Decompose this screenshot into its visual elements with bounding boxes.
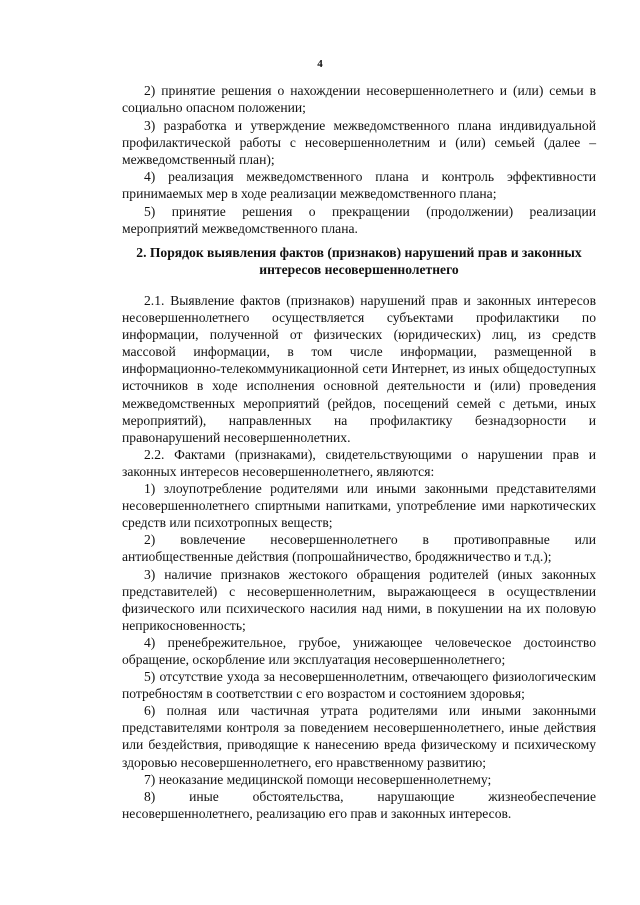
list-item: 7) неоказание медицинской помощи несовершеннолетнему; [144, 771, 492, 787]
list-item: 2) вовлечение несовершеннолетнего в противоправные или антиобщественные действия (попрошайничество, бродяжничество и т.д.); [122, 532, 596, 565]
list-item: 4) пренебрежительное, грубое, унижающее человеческое достоинство обращение, оскорбление или эксплуатация несовершеннолетнего; [122, 634, 596, 667]
list-item: 3) разработка и утверждение межведомственного плана индивидуальной профилактической работы с несовершеннолетним и (или) семьей (далее – межведомственный план); [122, 117, 596, 167]
section-heading: 2. Порядок выявления фактов (признаков) нарушений прав и законных интересов несовершеннолетнего [136, 245, 582, 277]
list-item: 1) злоупотребление родителями или иными законными представителями несовершеннолетнего спиртными напитками, употребление ими наркотических средств или психотропных веществ; [122, 481, 596, 531]
list-item: 5) принятие решения о прекращении (продолжении) реализации мероприятий межведомственного плана. [122, 203, 596, 236]
page-number: 4 [317, 58, 323, 70]
list-item: 8) иные обстоятельства, нарушающие жизнеобеспечение несовершеннолетнего, реализацию его прав и законных интересов. [122, 788, 596, 821]
list-item: 5) отсутствие ухода за несовершеннолетним, отвечающего физиологическим потребностям в соответствии с его возрастом и состоянием здоровья; [122, 669, 596, 702]
intro-list [122, 82, 596, 237]
list-item: 4) реализация межведомственного плана и контроль эффективности принимаемых мер в ходе реализации межведомственного плана; [122, 169, 596, 202]
list-item: 2) принятие решения о нахождении несовершеннолетнего и (или) семьи в социально опасном положении; [122, 83, 596, 116]
section-body [122, 292, 596, 822]
paragraph-2-2: 2.2. Фактами (признаками), свидетельствующими о нарушении прав и законных интересов несовершеннолетнего, являются: [122, 446, 596, 479]
list-item: 6) полная или частичная утрата родителями или иными законными представителями контроля за поведением несовершеннолетнего, иные действия или бездействия, приводящие к нанесению вреда физическому и психическому здоровью несовершеннолетнего, его нравственному развитию; [122, 703, 596, 770]
paragraph-2-1: 2.1. Выявление фактов (признаков) нарушений прав и законных интересов несовершеннолетнего осуществляется субъектами профилактики по информации, полученной от физических (юридических) лиц, из средств массовой информации, в том числе информации, размещенной в информационно-телекоммуникационной сети Интернет, из иных общедоступных источников в ходе исполнения основной деятельности и (или) проведения межведомственных мероприятий (рейдов, посещений семей с детьми, иных мероприятий), направленных на профилактику безнадзорности и правонарушений несовершеннолетних. [122, 293, 596, 445]
list-item: 3) наличие признаков жестокого обращения родителей (иных законных представителей) с несовершеннолетним, выражающееся в осуществлении физического или психического насилия над ними, в покушении на их половую неприкосновенность; [122, 566, 596, 633]
